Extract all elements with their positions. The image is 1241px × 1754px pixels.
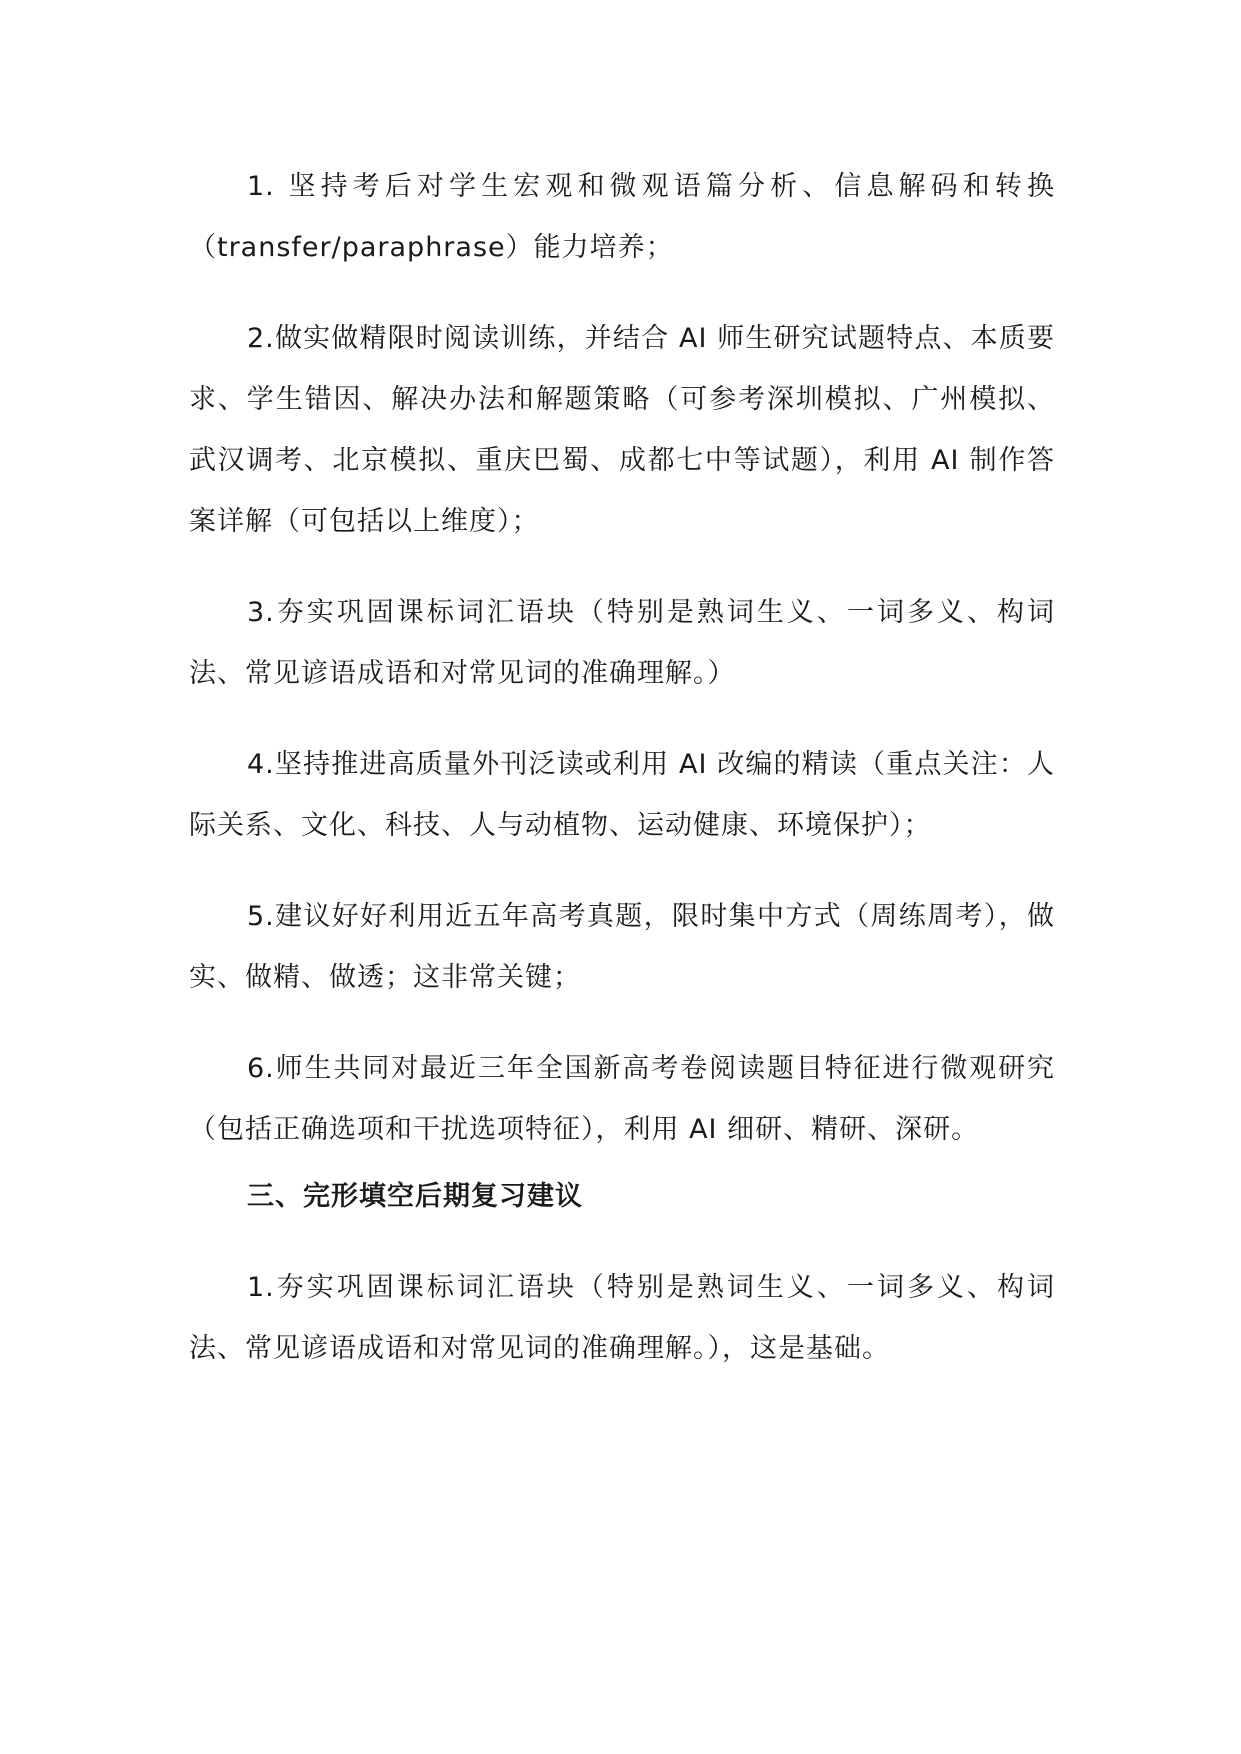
paragraph-6: 6.师生共同对最近三年全国新高考卷阅读题目特征进行微观研究（包括正确选项和干扰选项特征），利用 AI 细研、精研、深研。 bbox=[189, 1053, 1055, 1145]
paragraph-1: 1. 坚持考后对学生宏观和微观语篇分析、信息解码和转换（transfer/paraphrase）能力培养； bbox=[189, 171, 1055, 263]
paragraph-3: 3.夯实巩固课标词汇语块（特别是熟词生义、一词多义、构词法、常见谚语成语和对常见词的准确理解。） bbox=[189, 597, 1055, 689]
paragraph-2: 2.做实做精限时阅读训练，并结合 AI 师生研究试题特点、本质要求、学生错因、解决办法和解题策略（可参考深圳模拟、广州模拟、武汉调考、北京模拟、重庆巴蜀、成都七中等试题），利用 AI 制作答案详解（可包括以上维度）； bbox=[189, 323, 1055, 537]
section-heading: 三、完形填空后期复习建议 bbox=[247, 1181, 583, 1212]
paragraph-section3-1: 1.夯实巩固课标词汇语块（特别是熟词生义、一词多义、构词法、常见谚语成语和对常见词的准确理解。），这是基础。 bbox=[189, 1272, 1055, 1364]
paragraph-5: 5.建议好好利用近五年高考真题，限时集中方式（周练周考），做实、做精、做透；这非常关键； bbox=[189, 901, 1055, 993]
paragraph-4: 4.坚持推进高质量外刊泛读或利用 AI 改编的精读（重点关注：人际关系、文化、科技、人与动植物、运动健康、环境保护）； bbox=[189, 749, 1055, 841]
document-body bbox=[189, 156, 1055, 1409]
